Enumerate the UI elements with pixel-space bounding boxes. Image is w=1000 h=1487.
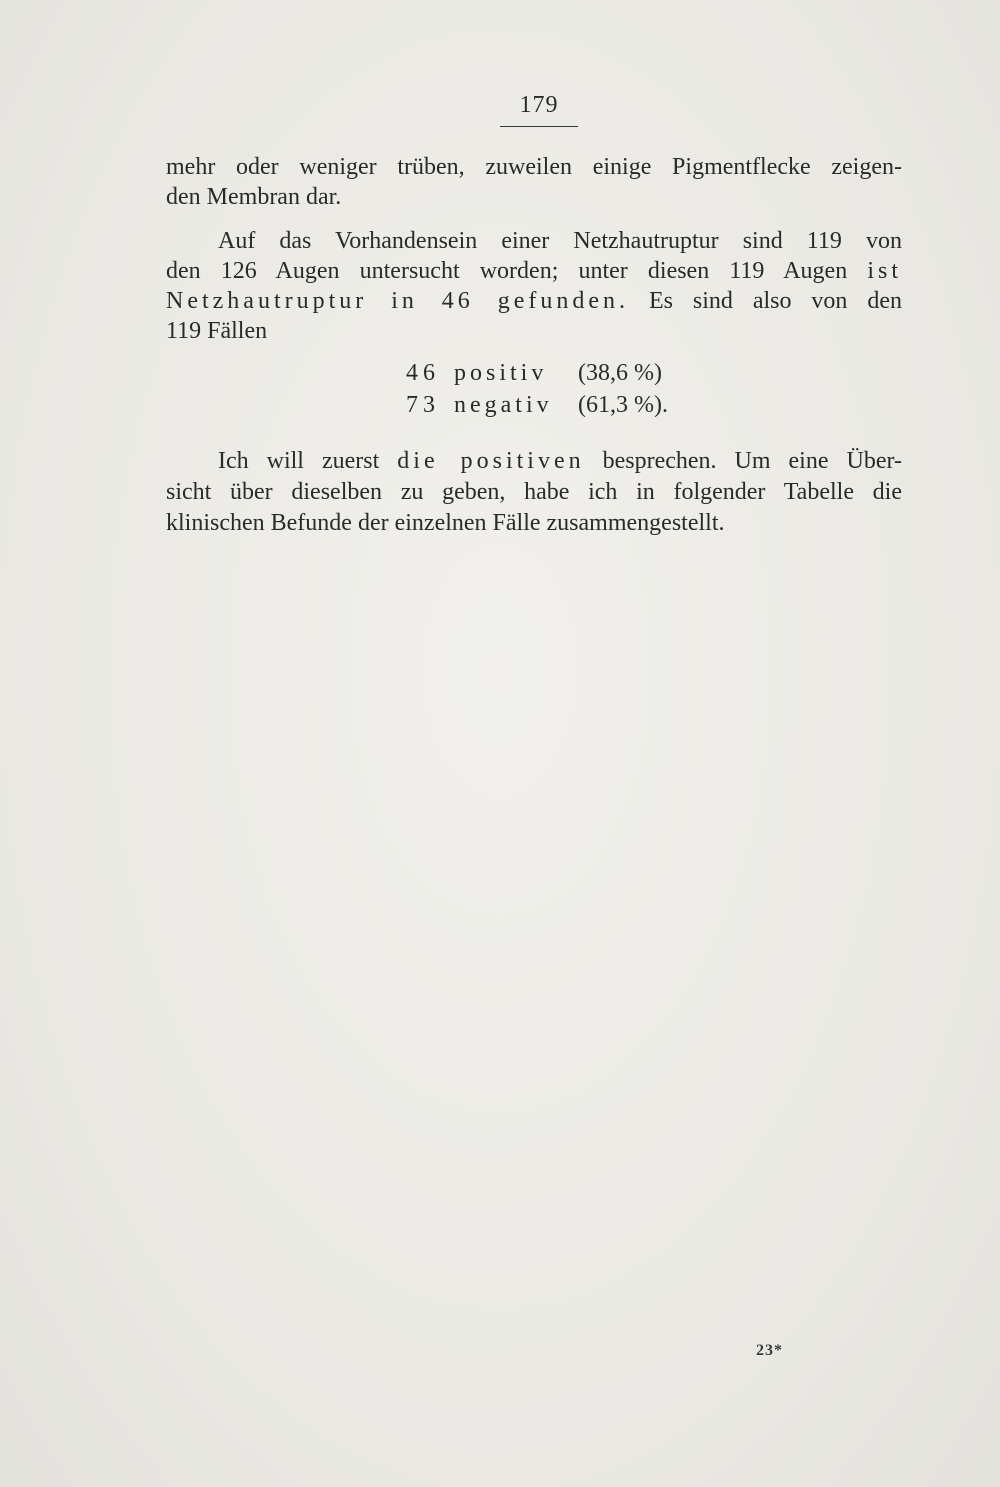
text-line: mehr oder weniger trüben, zuweilen einige Pigmentflecke zeigen- — [166, 154, 902, 180]
result-percent: (38,6 %) — [578, 360, 662, 386]
text-line — [166, 256, 902, 286]
emphasized-text: ist — [867, 258, 902, 284]
paragraph-3 — [166, 446, 902, 539]
text-line — [166, 286, 902, 316]
text-line: den Membran dar. — [166, 184, 342, 210]
page-number-rule — [500, 126, 578, 127]
text-line: Auf das Vorhandensein einer Netzhautruptur sind 119 von — [218, 228, 902, 254]
text-line — [166, 446, 902, 477]
results-list — [406, 357, 668, 421]
text-segment: Es sind also von den — [648, 288, 902, 314]
result-count: 46 — [406, 360, 440, 386]
text-line: sicht über dieselben zu geben, habe ich in folgender Tabelle die — [166, 479, 902, 505]
text-segment: Ich will zuerst — [218, 448, 380, 474]
result-positive — [406, 357, 668, 389]
emphasized-text: die positiven — [397, 448, 585, 474]
result-count: 73 — [406, 392, 440, 418]
text-segment: den 126 Augen untersucht worden; unter diesen 119 Augen — [166, 258, 848, 284]
emphasized-text: Netzhautruptur in 46 gefunden. — [166, 288, 630, 314]
paragraph-2 — [166, 226, 902, 346]
result-label: positiv — [454, 360, 548, 386]
text-line: 119 Fällen — [166, 318, 268, 344]
text-line: klinischen Befunde der einzelnen Fälle zusammengestellt. — [166, 510, 725, 536]
paragraph-1 — [166, 152, 902, 212]
signature-mark: 23* — [756, 1342, 783, 1359]
result-label: negativ — [454, 392, 553, 418]
page-number: 179 — [519, 92, 559, 118]
result-negative — [406, 389, 668, 421]
result-percent: (61,3 %). — [578, 392, 668, 418]
text-segment: besprechen. Um eine Über- — [602, 448, 902, 474]
